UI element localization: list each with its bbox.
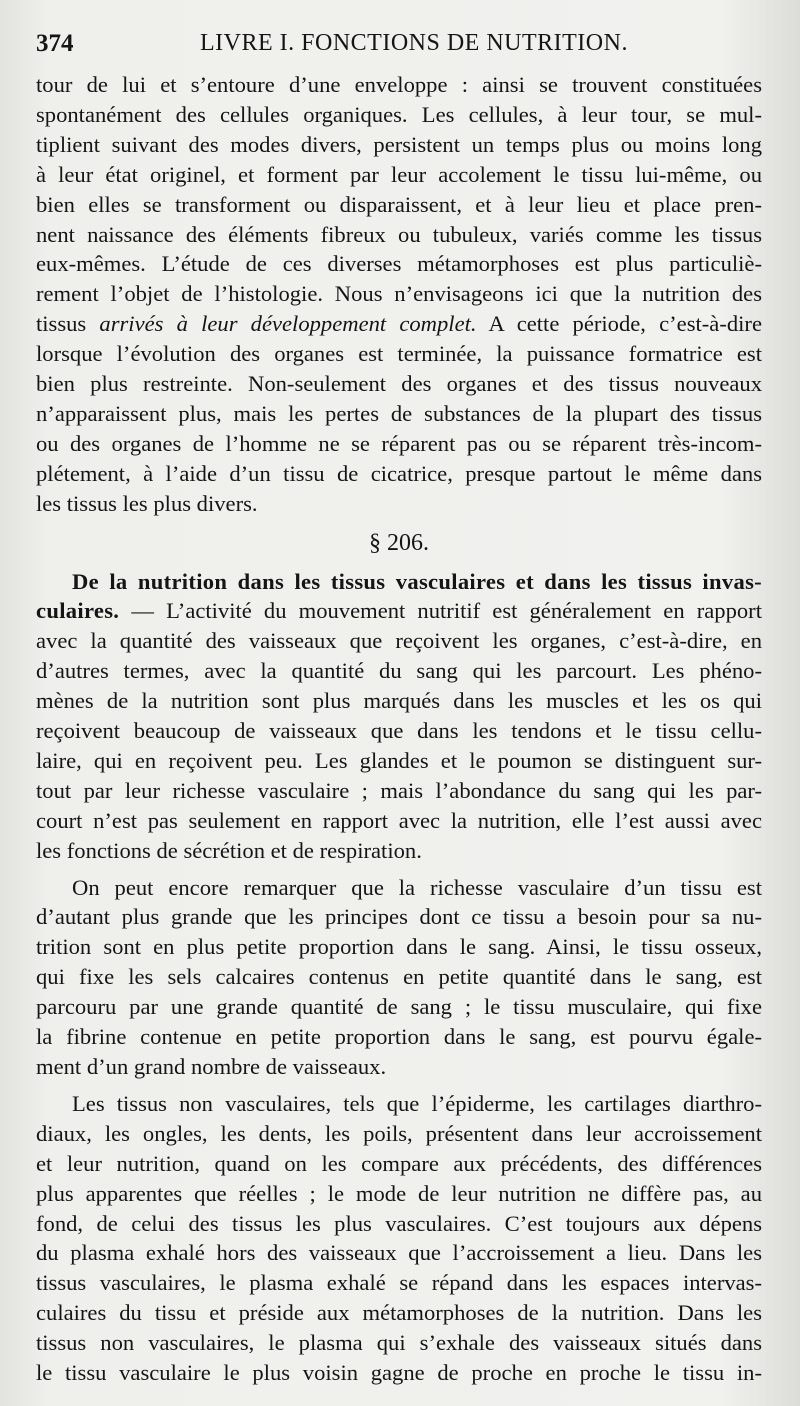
text-line: n’apparaissent plus, mais les pertes de substances de la plupart des tissus bbox=[36, 400, 762, 426]
text-line: d’autres termes, avec la quantité du sang qui les parcourt. Les phéno- bbox=[36, 658, 762, 684]
text-line: qui fixe les sels calcaires contenus en petite quantité dans le sang, est bbox=[36, 964, 762, 990]
page-header bbox=[36, 30, 756, 66]
text-run: — L’activité du mouvement nutritif est généralement en rapport bbox=[119, 598, 762, 624]
text-line: les fonctions de sécrétion et de respiration. bbox=[36, 837, 422, 863]
text-line: la fibrine contenue en petite proportion dans le sang, est pourvu égale- bbox=[36, 1024, 762, 1050]
heading-text: culaires. bbox=[36, 598, 120, 624]
text-line: à leur état originel, et forment par leur accolement le tissu lui-même, ou bbox=[36, 161, 762, 187]
text-line: Les tissus non vasculaires, tels que l’épiderme, les cartilages diarthro- bbox=[72, 1090, 762, 1116]
text-line: plus apparentes que réelles ; le mode de leur nutrition ne diffère pas, au bbox=[36, 1180, 762, 1206]
text-line: laire, qui en reçoivent peu. Les glandes et le poumon se distinguent sur- bbox=[36, 747, 762, 773]
text-line: mènes de la nutrition sont plus marqués dans les muscles et les os qui bbox=[36, 688, 762, 714]
text-line: spontanément des cellules organiques. Les cellules, à leur tour, se mul- bbox=[36, 101, 762, 127]
text-line: ment d’un grand nombre de vaisseaux. bbox=[36, 1054, 387, 1079]
text-line: tissus non vasculaires, le plasma qui s’exhale des vaisseaux situés dans bbox=[36, 1330, 762, 1356]
text-line: les tissus les plus divers. bbox=[36, 490, 258, 516]
text-line: diaux, les ongles, les dents, les poils, présentent dans leur accroissement bbox=[36, 1120, 762, 1146]
text-line: court n’est pas seulement en rapport avec la nutrition, elle l’est aussi avec bbox=[36, 807, 762, 833]
text-line: culaires du tissu et préside aux métamorphoses de la nutrition. Dans les bbox=[36, 1300, 762, 1326]
text-line: nent naissance des éléments fibreux ou tubuleux, variés comme les tissus bbox=[36, 221, 762, 247]
page-body bbox=[36, 70, 762, 1388]
text-line: rement l’objet de l’histologie. Nous n’envisageons ici que la nutrition des bbox=[36, 281, 762, 307]
text-line: eux-mêmes. L’étude de ces diverses métamorphoses est plus particuliè- bbox=[36, 251, 762, 277]
text-line: parcouru par une grande quantité de sang ; le tissu musculaire, qui fixe bbox=[36, 994, 762, 1020]
text-line: tissus vasculaires, le plasma exhalé se répand dans les espaces intervas- bbox=[36, 1270, 762, 1296]
text-line: reçoivent beaucoup de vaisseaux que dans les tendons et le tissu cellu- bbox=[36, 718, 762, 744]
heading-text: De la nutrition dans les tissus vasculaires et dans les tissus invas- bbox=[72, 568, 762, 594]
paragraph-continuation bbox=[36, 70, 762, 519]
text-line: tiplient suivant des modes divers, persistent un temps plus ou moins long bbox=[36, 131, 762, 157]
running-title: LIVRE I. FONCTIONS DE NUTRITION. bbox=[200, 30, 628, 56]
section-number: § 206. bbox=[369, 529, 429, 556]
page-number: 374 bbox=[36, 30, 74, 57]
section-heading bbox=[36, 567, 762, 597]
text-line: avec la quantité des vaisseaux que reçoivent les organes, c’est-à-dire, en bbox=[36, 628, 762, 654]
italic-phrase: arrivés à leur développement complet. bbox=[99, 311, 477, 337]
text-line: trition sont en plus petite proportion dans le sang. Ainsi, le tissu osseux, bbox=[36, 934, 762, 960]
text-line: tout par leur richesse vasculaire ; mais l’abondance du sang qui les par- bbox=[36, 777, 762, 803]
text-line: tour de lui et s’entoure d’une enveloppe : ainsi se trouvent constituées bbox=[36, 72, 762, 97]
text-line: fond, de celui des tissus les plus vasculaires. C’est toujours aux dépens bbox=[36, 1210, 762, 1236]
text-line: bien plus restreinte. Non-seulement des organes et des tissus nouveaux bbox=[36, 371, 762, 397]
text-line: du plasma exhalé hors des vaisseaux que l’accroissement a lieu. Dans les bbox=[36, 1240, 762, 1266]
text-line: ou des organes de l’homme ne se réparent pas ou se réparent très-incom- bbox=[36, 430, 762, 456]
text-line: On peut encore remarquer que la richesse vasculaire d’un tissu est bbox=[72, 874, 762, 900]
text-line: d’autant plus grande que les principes dont ce tissu a besoin pour sa nu- bbox=[36, 904, 762, 930]
section-paragraph bbox=[36, 567, 762, 866]
text-line: lorsque l’évolution des organes est terminée, la puissance formatrice est bbox=[36, 341, 762, 367]
text-line: et leur nutrition, quand on les compare aux précédents, des différences bbox=[36, 1150, 762, 1176]
text-line: bien elles se transforment ou disparaissent, et à leur lieu et place pren- bbox=[36, 191, 762, 217]
text-run: tissus bbox=[36, 311, 100, 337]
text-line bbox=[36, 309, 762, 339]
text-run: A cette période, c’est-à-dire bbox=[476, 311, 762, 337]
text-line: plétement, à l’aide d’un tissu de cicatrice, presque partout le même dans bbox=[36, 460, 762, 486]
paragraph bbox=[36, 1089, 762, 1388]
text-line: le tissu vasculaire le plus voisin gagne de proche en proche le tissu in- bbox=[36, 1360, 762, 1386]
paragraph bbox=[36, 873, 762, 1082]
text-line bbox=[36, 596, 762, 626]
